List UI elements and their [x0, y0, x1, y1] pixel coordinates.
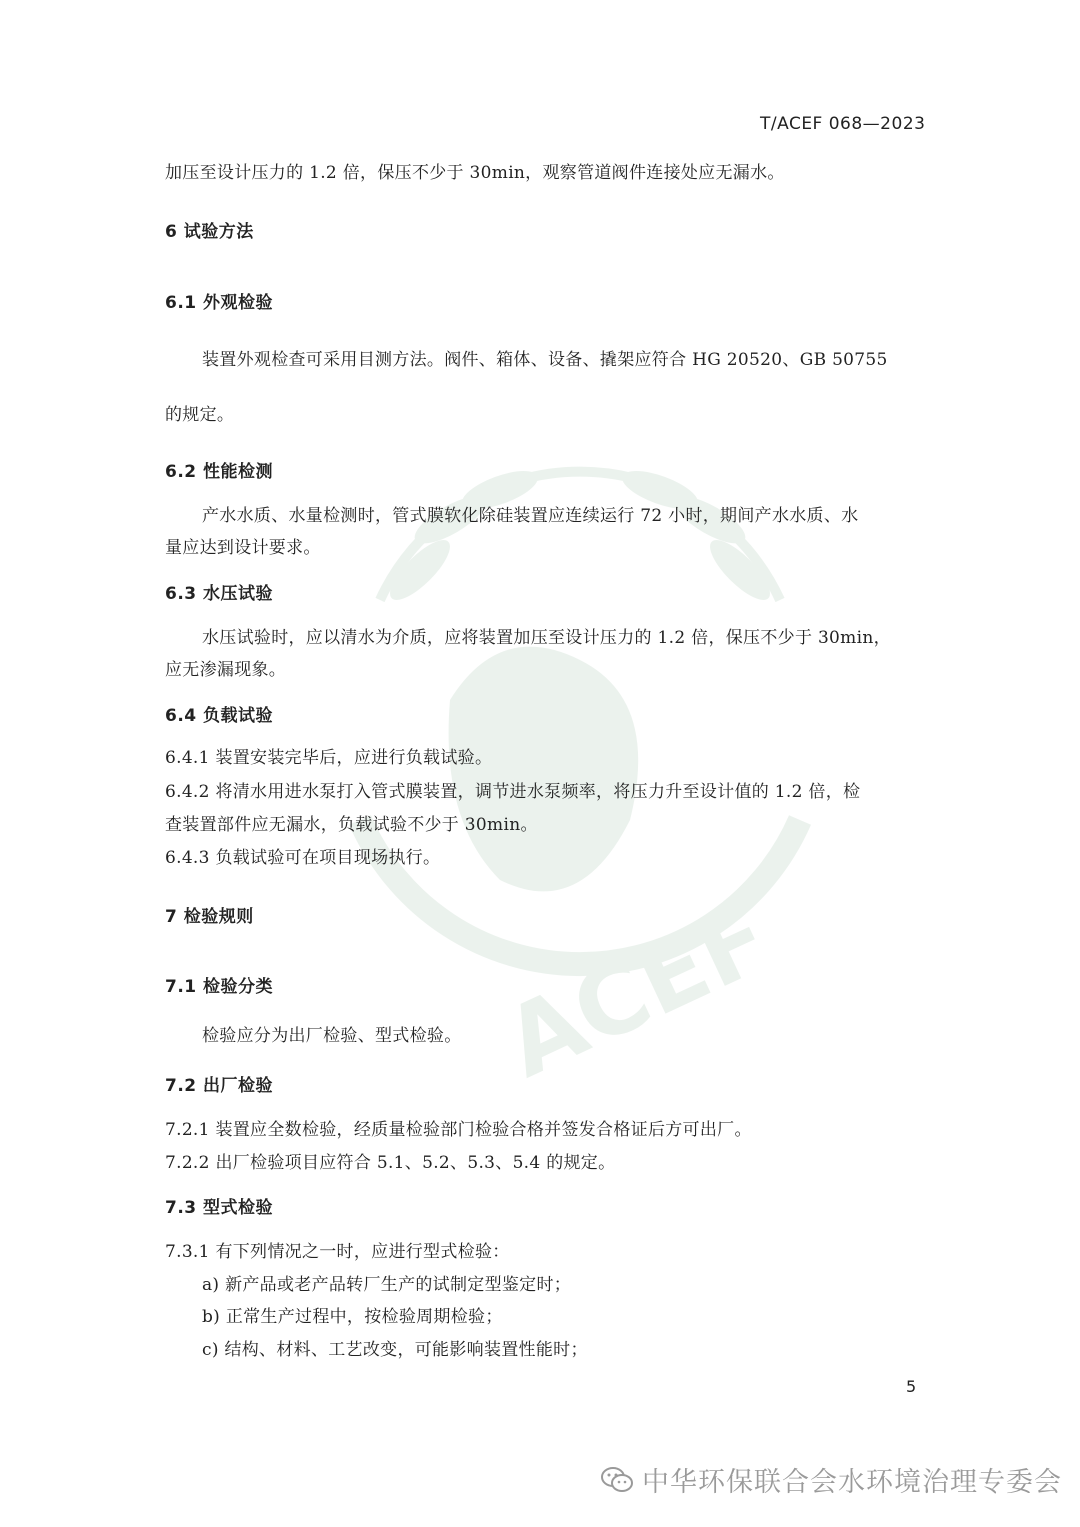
- paragraph-line: 6.4.2 将清水用进水泵打入管式膜装置，调节进水泵频率，将压力升至设计值的 1.2 倍，检: [165, 782, 861, 802]
- section-heading-6-4: 6.4 负载试验: [165, 706, 274, 726]
- paragraph-line: 水压试验时，应以清水为介质，应将装置加压至设计压力的 1.2 倍，保压不少于 30min，: [202, 628, 891, 648]
- list-item-a: a) 新产品或老产品转厂生产的试制定型鉴定时；: [202, 1275, 572, 1295]
- paragraph-line: 加压至设计压力的 1.2 倍，保压不少于 30min，观察管道阀件连接处应无漏水。: [165, 163, 785, 183]
- paragraph-line: 7.3.1 有下列情况之一时，应进行型式检验：: [165, 1242, 510, 1262]
- section-heading-7: 7 检验规则: [165, 907, 254, 927]
- wechat-icon: [600, 1465, 634, 1495]
- section-heading-6: 6 试验方法: [165, 222, 254, 242]
- paragraph-line: 的规定。: [165, 405, 235, 425]
- paragraph-line: 量应达到设计要求。: [165, 538, 321, 558]
- list-item-c: c) 结构、材料、工艺改变，可能影响装置性能时；: [202, 1340, 588, 1360]
- paragraph-line: 产水水质、水量检测时，管式膜软化除硅装置应连续运行 72 小时，期间产水水质、水: [202, 506, 859, 526]
- section-heading-6-2: 6.2 性能检测: [165, 462, 274, 482]
- paragraph-line: 6.4.3 负载试验可在项目现场执行。: [165, 848, 441, 868]
- list-item-b: b) 正常生产过程中，按检验周期检验；: [202, 1307, 503, 1327]
- page-number: 5: [906, 1377, 917, 1396]
- section-heading-7-2: 7.2 出厂检验: [165, 1076, 274, 1096]
- paragraph-line: 查装置部件应无漏水，负载试验不少于 30min。: [165, 815, 538, 835]
- paragraph-line: 6.4.1 装置安装完毕后，应进行负载试验。: [165, 748, 493, 768]
- section-heading-7-1: 7.1 检验分类: [165, 977, 274, 997]
- paragraph-line: 检验应分为出厂检验、型式检验。: [202, 1026, 462, 1046]
- watermark-text: ACEF: [488, 881, 787, 1100]
- doc-code: T/ACEF 068—2023: [760, 114, 926, 134]
- paragraph-line: 装置外观检查可采用目测方法。阀件、箱体、设备、撬架应符合 HG 20520、GB 50755: [202, 350, 888, 370]
- footer-account[interactable]: [600, 1460, 1062, 1499]
- paragraph-line: 7.2.2 出厂检验项目应符合 5.1、5.2、5.3、5.4 的规定。: [165, 1153, 616, 1173]
- section-heading-7-3: 7.3 型式检验: [165, 1198, 274, 1218]
- footer-account-name: 中华环保联合会水环境治理专委会: [642, 1467, 1062, 1498]
- paragraph-line: 应无渗漏现象。: [165, 660, 287, 680]
- section-heading-6-1: 6.1 外观检验: [165, 293, 274, 313]
- paragraph-line: 7.2.1 装置应全数检验，经质量检验部门检验合格并签发合格证后方可出厂。: [165, 1120, 752, 1140]
- section-heading-6-3: 6.3 水压试验: [165, 584, 274, 604]
